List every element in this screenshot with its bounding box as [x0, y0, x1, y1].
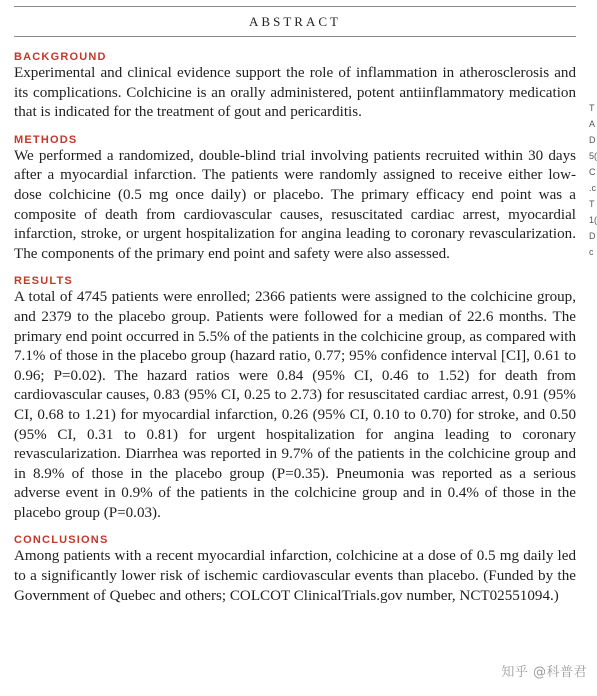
margin-fragment: D [589, 135, 596, 145]
margin-fragment: T [589, 199, 595, 209]
right-margin-fragments [589, 100, 597, 260]
section-body-results: A total of 4745 patients were enrolled; 2366 patients were assigned to the colchicine group, and 2379 to the placebo group. Patients were followed for a median of 22.6 months. The primary end point occurred in 5.5% of the patients in the colchicine group, as compared with 7.1% of those in the placebo group (hazard ratio, 0.77; 95% confidence interval [CI], 0.61 to 0.96; P=0.02). The hazard ratios were 0.84 (95% CI, 0.46 to 1.52) for death from cardiovascular causes, 0.83 (95% CI, 0.25 to 2.73) for resuscitated cardiac arrest, 0.91 (95% CI, 0.68 to 1.21) for myocardial infarction, 0.26 (95% CI, 0.10 to 0.70) for stroke, and 0.50 (95% CI, 0.31 to 0.81) for urgent hospitalization for angina leading to coronary revascularization. Diarrhea was reported in 9.7% of the patients in the colchicine group and in 8.9% of those in the placebo group (P=0.35). Pneumonia was reported as a serious adverse event in 0.9% of the patients in the colchicine group and in 0.4% of those in the placebo group (P=0.03). [14, 289, 576, 521]
section-heading-methods: METHODS [14, 133, 78, 146]
section-body-conclusions: Among patients with a recent myocardial infarction, colchicine at a dose of 0.5 mg daily led to a significantly lower risk of ischemic cardiovascular events than placebo. (Funded by the Government of Quebec and others; COLCOT ClinicalTrials.gov number, NCT02551094.) [14, 548, 576, 604]
margin-fragment: .c [589, 183, 597, 193]
abstract-content [14, 50, 576, 616]
margin-fragment: 1( [589, 215, 597, 225]
margin-fragment: D [589, 231, 596, 241]
margin-fragment: c [589, 247, 594, 257]
section-background [14, 50, 576, 123]
abstract-title: ABSTRACT [249, 14, 341, 29]
section-heading-conclusions: CONCLUSIONS [14, 534, 109, 547]
margin-fragment: C [589, 167, 596, 177]
margin-fragment: A [589, 119, 596, 129]
section-body-background: Experimental and clinical evidence support the role of inflammation in atherosclerosis and its complications. Colchicine is an orally administered, potent antiinflammatory medication that is indicated for the treatment of gout and pericarditis. [14, 65, 576, 121]
section-methods [14, 133, 576, 265]
margin-fragment: 5( [589, 151, 597, 161]
section-conclusions [14, 533, 576, 606]
section-results [14, 274, 576, 523]
watermark: 知乎 @科普君 [501, 665, 587, 680]
margin-fragment: T [589, 103, 595, 113]
header-bottom-rule [14, 36, 576, 37]
section-body-methods: We performed a randomized, double-blind trial involving patients recruited within 30 days after a myocardial infarction. The patients were randomly assigned to receive either low-dose colchicine (0.5 mg once daily) or placebo. The primary efficacy end point was a composite of death from cardiovascular causes, resuscitated cardiac arrest, myocardial infarction, stroke, or urgent hospitalization for angina leading to coronary revascularization. The components of the primary end point and safety were also assessed. [14, 147, 576, 262]
section-heading-background: BACKGROUND [14, 51, 107, 63]
section-heading-results: RESULTS [14, 275, 73, 288]
header-top-rule [14, 6, 576, 7]
